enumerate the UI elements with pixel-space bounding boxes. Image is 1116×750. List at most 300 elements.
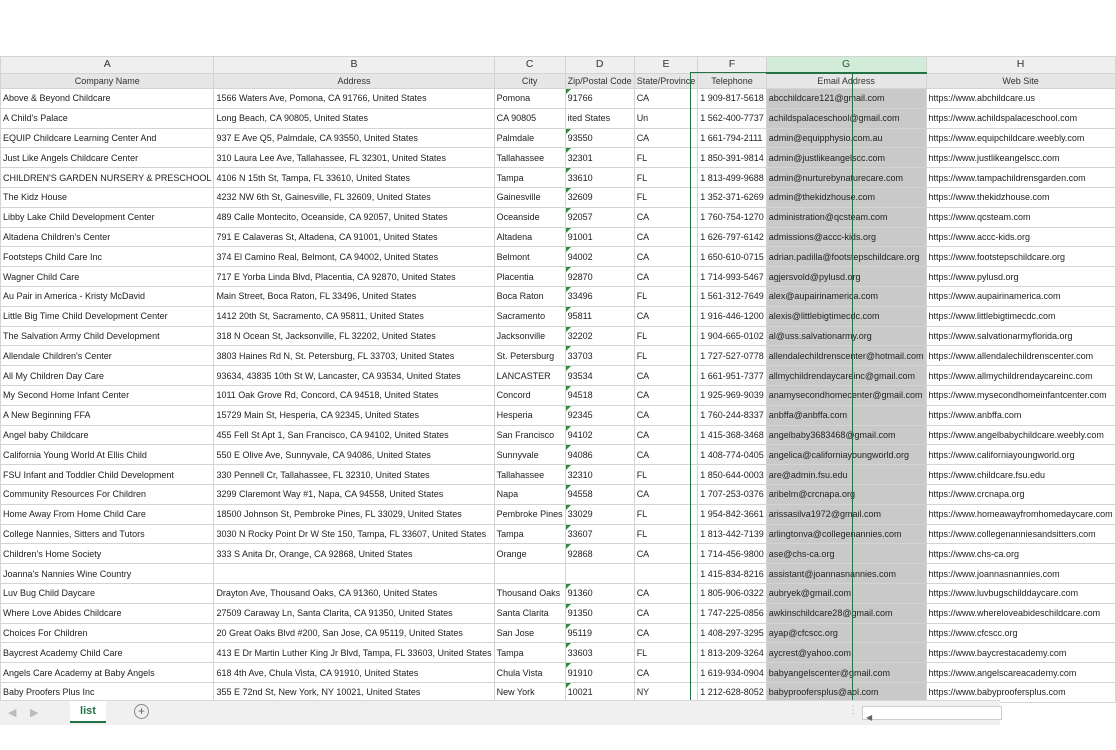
cell-website[interactable]: https://www.pylusd.org	[926, 267, 1115, 287]
cell-city[interactable]: Thousand Oaks	[494, 583, 565, 603]
cell-company-name[interactable]: Baby Proofers Plus Inc	[1, 682, 214, 702]
cell-city[interactable]: Gainesville	[494, 187, 565, 207]
header-cell-address[interactable]: Address	[214, 73, 494, 89]
cell-state[interactable]: CA	[634, 247, 698, 267]
cell-address[interactable]: 1011 Oak Grove Rd, Concord, CA 94518, United States	[214, 385, 494, 405]
cell-city[interactable]: Boca Raton	[494, 286, 565, 306]
cell-address[interactable]: 3030 N Rocky Point Dr W Ste 150, Tampa, FL 33607, United States	[214, 524, 494, 544]
cell-company-name[interactable]: College Nannies, Sitters and Tutors	[1, 524, 214, 544]
cell-zip[interactable]: 33610	[565, 168, 634, 188]
table-row	[0, 207, 1115, 227]
cell-telephone[interactable]: 1 650-610-0715	[698, 247, 767, 267]
column-header-e[interactable]: E	[634, 57, 698, 74]
cell-state[interactable]: FL	[634, 286, 698, 306]
cell-address[interactable]: 455 Fell St Apt 1, San Francisco, CA 94102, United States	[214, 425, 494, 445]
cell-state[interactable]: CA	[634, 385, 698, 405]
cell-address[interactable]: 1566 Waters Ave, Pomona, CA 91766, United States	[214, 89, 494, 109]
cell-state[interactable]: CA	[634, 128, 698, 148]
cell-city[interactable]: Altadena	[494, 227, 565, 247]
header-cell-telephone[interactable]: Telephone	[698, 73, 767, 89]
cell-state[interactable]: CA	[634, 603, 698, 623]
cell-state[interactable]: CA	[634, 366, 698, 386]
table-row	[0, 128, 1115, 148]
header-cell-zip[interactable]: Zip/Postal Code	[565, 73, 634, 89]
cell-company-name[interactable]: Where Love Abides Childcare	[1, 603, 214, 623]
cell-state[interactable]: CA	[634, 484, 698, 504]
scroll-left-icon[interactable]: ◀	[866, 713, 873, 722]
cell-zip[interactable]: 91910	[565, 663, 634, 683]
table-row	[0, 663, 1115, 683]
cell-company-name[interactable]: The Kidz House	[1, 187, 214, 207]
table-row	[0, 425, 1115, 445]
cell-city[interactable]	[494, 564, 565, 584]
cell-telephone[interactable]: 1 661-951-7377	[698, 366, 767, 386]
table-row	[0, 168, 1115, 188]
cell-telephone[interactable]: 1 813-442-7139	[698, 524, 767, 544]
cell-state[interactable]: CA	[634, 207, 698, 227]
cell-email[interactable]: abcchildcare121@gmail.com	[766, 89, 926, 109]
cell-city[interactable]: Tallahassee	[494, 465, 565, 485]
column-header-a[interactable]: A	[1, 57, 214, 74]
cell-email[interactable]: ayap@cfcscc.org	[766, 623, 926, 643]
cell-zip[interactable]: 94518	[565, 385, 634, 405]
cell-company-name[interactable]: A New Beginning FFA	[1, 405, 214, 425]
cell-company-name[interactable]: Home Away From Home Child Care	[1, 504, 214, 524]
cell-website[interactable]: https://www.joannasnannies.com	[926, 564, 1115, 584]
cell-zip[interactable]: 91001	[565, 227, 634, 247]
cell-city[interactable]: Pembroke Pines	[494, 504, 565, 524]
cell-website[interactable]: https://www.chs-ca.org	[926, 544, 1115, 564]
cell-website[interactable]: https://www.angelbabychildcare.weebly.com	[926, 425, 1115, 445]
cell-email[interactable]: arissasilva1972@gmail.com	[766, 504, 926, 524]
cell-website[interactable]: https://www.anbffa.com	[926, 405, 1115, 425]
table-row	[0, 148, 1115, 168]
cell-city[interactable]: Napa	[494, 484, 565, 504]
cell-website[interactable]: https://www.childcare.fsu.edu	[926, 465, 1115, 485]
cell-address[interactable]: 550 E Olive Ave, Sunnyvale, CA 94086, United States	[214, 445, 494, 465]
table-row	[0, 603, 1115, 623]
cell-city[interactable]: LANCASTER	[494, 366, 565, 386]
cell-address[interactable]	[214, 564, 494, 584]
cell-website[interactable]: https://www.babyproofersplus.com	[926, 682, 1115, 702]
cell-telephone[interactable]: 1 212-628-8052	[698, 682, 767, 702]
cell-website[interactable]: https://www.justlikeangelscc.com	[926, 148, 1115, 168]
cell-telephone[interactable]: 1 727-527-0778	[698, 346, 767, 366]
cell-city[interactable]: Palmdale	[494, 128, 565, 148]
cell-website[interactable]: https://www.aupairinamerica.com	[926, 286, 1115, 306]
cell-state[interactable]: Un	[634, 108, 698, 128]
cell-address[interactable]: 318 N Ocean St, Jacksonville, FL 32202, United States	[214, 326, 494, 346]
cell-city[interactable]: Sunnyvale	[494, 445, 565, 465]
header-cell-state[interactable]: State/Province	[634, 73, 698, 89]
table-row	[0, 504, 1115, 524]
cell-company-name[interactable]: Choices For Children	[1, 623, 214, 643]
cell-company-name[interactable]: California Young World At Ellis Child	[1, 445, 214, 465]
cell-website[interactable]: https://www.littlebigtimecdc.com	[926, 306, 1115, 326]
cell-email[interactable]: aribelm@crcnapa.org	[766, 484, 926, 504]
table-row	[0, 385, 1115, 405]
cell-address[interactable]: 413 E Dr Martin Luther King Jr Blvd, Tampa, FL 33603, United States	[214, 643, 494, 663]
cell-zip[interactable]: 33496	[565, 286, 634, 306]
cell-address[interactable]: 618 4th Ave, Chula Vista, CA 91910, United States	[214, 663, 494, 683]
cell-state[interactable]: CA	[634, 445, 698, 465]
cell-address[interactable]: 4232 NW 6th St, Gainesville, FL 32609, United States	[214, 187, 494, 207]
field-header-row	[0, 73, 1115, 89]
cell-company-name[interactable]: Angels Care Academy at Baby Angels	[1, 663, 214, 683]
cell-state[interactable]: CA	[634, 663, 698, 683]
cell-company-name[interactable]: EQUIP Childcare Learning Center And	[1, 128, 214, 148]
cell-email[interactable]: babyproofersplus@aol.com	[766, 682, 926, 702]
cell-telephone[interactable]: 1 352-371-6269	[698, 187, 767, 207]
cell-company-name[interactable]: My Second Home Infant Center	[1, 385, 214, 405]
cell-city[interactable]: Belmont	[494, 247, 565, 267]
cell-telephone[interactable]: 1 813-499-9688	[698, 168, 767, 188]
cell-email[interactable]: aycrest@yahoo.com	[766, 643, 926, 663]
cell-website[interactable]: https://www.homeawayfromhomedaycare.com	[926, 504, 1115, 524]
table-row	[0, 484, 1115, 504]
cell-telephone[interactable]: 1 760-244-8337	[698, 405, 767, 425]
cell-zip[interactable]: 93534	[565, 366, 634, 386]
cell-address[interactable]: 374 El Camino Real, Belmont, CA 94002, United States	[214, 247, 494, 267]
cell-website[interactable]: https://www.cfcscc.org	[926, 623, 1115, 643]
cell-zip[interactable]: 92868	[565, 544, 634, 564]
cell-company-name[interactable]: Children's Home Society	[1, 544, 214, 564]
cell-email[interactable]: awkinschildcare28@gmail.com	[766, 603, 926, 623]
scroll-tabs-right-icon[interactable]: ▶	[30, 707, 39, 719]
cell-address[interactable]: Main Street, Boca Raton, FL 33496, United States	[214, 286, 494, 306]
cell-address[interactable]: 3299 Claremont Way #1, Napa, CA 94558, United States	[214, 484, 494, 504]
column-header-h[interactable]: H	[926, 57, 1115, 74]
table-row	[0, 643, 1115, 663]
cell-website[interactable]: https://www.equipchildcare.weebly.com	[926, 128, 1115, 148]
cell-website[interactable]: https://www.angelscareacademy.com	[926, 663, 1115, 683]
cell-email[interactable]: admin@equipphysio.com.au	[766, 128, 926, 148]
table-row	[0, 524, 1115, 544]
cell-address[interactable]: 310 Laura Lee Ave, Tallahassee, FL 32301, United States	[214, 148, 494, 168]
cell-zip[interactable]: 10021	[565, 682, 634, 702]
cell-zip[interactable]: 91350	[565, 603, 634, 623]
cell-city[interactable]: Tampa	[494, 524, 565, 544]
header-cell-email[interactable]: Email Address	[766, 73, 926, 89]
cell-website[interactable]: https://www.allmychildrendaycareinc.com	[926, 366, 1115, 386]
cell-telephone[interactable]: 1 813-209-3264	[698, 643, 767, 663]
cell-state[interactable]: FL	[634, 346, 698, 366]
cell-email[interactable]: alex@aupairinamerica.com	[766, 286, 926, 306]
cell-address[interactable]: 15729 Main St, Hesperia, CA 92345, United States	[214, 405, 494, 425]
cell-company-name[interactable]: CHILDREN'S GARDEN NURSERY & PRESCHOOL	[1, 168, 214, 188]
cell-state[interactable]: NY	[634, 682, 698, 702]
cell-company-name[interactable]: All My Children Day Care	[1, 366, 214, 386]
cell-company-name[interactable]: Altadena Children's Center	[1, 227, 214, 247]
cell-email[interactable]: adrian.padilla@footstepschildcare.org	[766, 247, 926, 267]
cell-email[interactable]: administration@qcsteam.com	[766, 207, 926, 227]
cell-city[interactable]: Placentia	[494, 267, 565, 287]
cell-city[interactable]: Jacksonville	[494, 326, 565, 346]
cell-state[interactable]: FL	[634, 148, 698, 168]
header-cell-city[interactable]: City	[494, 73, 565, 89]
cell-telephone[interactable]: 1 415-368-3468	[698, 425, 767, 445]
cell-company-name[interactable]: The Salvation Army Child Development	[1, 326, 214, 346]
horizontal-scrollbar[interactable]	[862, 706, 1002, 720]
column-header-d[interactable]: D	[565, 57, 634, 74]
cell-city[interactable]: Pomona	[494, 89, 565, 109]
cell-email[interactable]: alexis@littlebigtimecdc.com	[766, 306, 926, 326]
cell-telephone[interactable]: 1 714-993-5467	[698, 267, 767, 287]
cell-zip[interactable]: 32301	[565, 148, 634, 168]
cell-address[interactable]: 330 Pennell Cr, Tallahassee, FL 32310, United States	[214, 465, 494, 485]
cell-zip[interactable]: 33603	[565, 643, 634, 663]
cell-state[interactable]	[634, 564, 698, 584]
cell-zip[interactable]: 33607	[565, 524, 634, 544]
column-header-b[interactable]: B	[214, 57, 494, 74]
cell-telephone[interactable]: 1 562-400-7737	[698, 108, 767, 128]
cell-company-name[interactable]: Baycrest Academy Child Care	[1, 643, 214, 663]
cell-telephone[interactable]: 1 714-456-9800	[698, 544, 767, 564]
cell-website[interactable]: https://www.mysecondhomeinfantcenter.com	[926, 385, 1115, 405]
cell-city[interactable]: Concord	[494, 385, 565, 405]
cell-address[interactable]: 93634, 43835 10th St W, Lancaster, CA 93534, United States	[214, 366, 494, 386]
cell-city[interactable]: San Francisco	[494, 425, 565, 445]
cell-zip[interactable]: 94086	[565, 445, 634, 465]
header-cell-company-name[interactable]: Company Name	[1, 73, 214, 89]
cell-telephone[interactable]: 1 415-834-8216	[698, 564, 767, 584]
cell-telephone[interactable]: 1 916-446-1200	[698, 306, 767, 326]
cell-zip[interactable]	[565, 564, 634, 584]
cell-company-name[interactable]: A Child's Palace	[1, 108, 214, 128]
cell-city[interactable]: Orange	[494, 544, 565, 564]
cell-address[interactable]: 3803 Haines Rd N, St. Petersburg, FL 33703, United States	[214, 346, 494, 366]
scroll-tabs-left-icon[interactable]: ◀	[8, 707, 17, 719]
cell-zip[interactable]: 94002	[565, 247, 634, 267]
cell-website[interactable]: https://www.qcsteam.com	[926, 207, 1115, 227]
cell-company-name[interactable]: Joanna's Nannies Wine Country	[1, 564, 214, 584]
cell-telephone[interactable]: 1 561-312-7649	[698, 286, 767, 306]
cell-zip[interactable]: 91360	[565, 583, 634, 603]
cell-city[interactable]: Santa Clarita	[494, 603, 565, 623]
cell-email[interactable]: achildspalaceschool@gmail.com	[766, 108, 926, 128]
cell-address[interactable]: 18500 Johnson St, Pembroke Pines, FL 33029, United States	[214, 504, 494, 524]
cell-telephone[interactable]: 1 850-391-9814	[698, 148, 767, 168]
cell-address[interactable]: 717 E Yorba Linda Blvd, Placentia, CA 92870, United States	[214, 267, 494, 287]
cell-email[interactable]: assistant@joannasnannies.com	[766, 564, 926, 584]
cell-state[interactable]: CA	[634, 623, 698, 643]
cell-state[interactable]: CA	[634, 425, 698, 445]
cell-telephone[interactable]: 1 408-774-0405	[698, 445, 767, 465]
cell-city[interactable]: Sacramento	[494, 306, 565, 326]
cell-city[interactable]: St. Petersburg	[494, 346, 565, 366]
column-header-f[interactable]: F	[698, 57, 767, 74]
cell-zip[interactable]: 32202	[565, 326, 634, 346]
cell-city[interactable]: Oceanside	[494, 207, 565, 227]
cell-website[interactable]: https://www.whereloveabideschildcare.com	[926, 603, 1115, 623]
cell-website[interactable]: https://www.footstepschildcare.org	[926, 247, 1115, 267]
cell-address[interactable]: 937 E Ave Q5, Palmdale, CA 93550, United States	[214, 128, 494, 148]
cell-telephone[interactable]: 1 747-225-0856	[698, 603, 767, 623]
cell-telephone[interactable]: 1 619-934-0904	[698, 663, 767, 683]
cell-city[interactable]: Tampa	[494, 168, 565, 188]
cell-company-name[interactable]: Just Like Angels Childcare Center	[1, 148, 214, 168]
cell-city[interactable]: Hesperia	[494, 405, 565, 425]
cell-website[interactable]: https://www.accc-kids.org	[926, 227, 1115, 247]
cell-website[interactable]: https://www.baycrestacademy.com	[926, 643, 1115, 663]
cell-state[interactable]: CA	[634, 544, 698, 564]
cell-zip[interactable]: 95119	[565, 623, 634, 643]
cell-telephone[interactable]: 1 408-297-3295	[698, 623, 767, 643]
cell-company-name[interactable]: FSU Infant and Toddler Child Development	[1, 465, 214, 485]
cell-website[interactable]: https://www.crcnapa.org	[926, 484, 1115, 504]
cell-email[interactable]: al@uss.salvationarmy.org	[766, 326, 926, 346]
sheet-tab-list[interactable]: list	[70, 701, 106, 723]
table-row	[0, 445, 1115, 465]
cell-email[interactable]: admin@justlikeangelscc.com	[766, 148, 926, 168]
cell-email[interactable]: agjersvold@pylusd.org	[766, 267, 926, 287]
table-row	[0, 247, 1115, 267]
cell-state[interactable]: FL	[634, 643, 698, 663]
cell-website[interactable]: https://www.thekidzhouse.com	[926, 187, 1115, 207]
cell-address[interactable]: 791 E Calaveras St, Altadena, CA 91001, United States	[214, 227, 494, 247]
table-row	[0, 564, 1115, 584]
cell-company-name[interactable]: Wagner Child Care	[1, 267, 214, 287]
cell-company-name[interactable]: Little Big Time Child Development Center	[1, 306, 214, 326]
cell-email[interactable]: aubryek@gmail.com	[766, 583, 926, 603]
cell-address[interactable]: 489 Calle Montecito, Oceanside, CA 92057, United States	[214, 207, 494, 227]
cell-website[interactable]: https://www.tampachildrensgarden.com	[926, 168, 1115, 188]
sheet-tab-bar	[0, 700, 1000, 725]
cell-company-name[interactable]: Allendale Children's Center	[1, 346, 214, 366]
cell-email[interactable]: angelica@californiayoungworld.org	[766, 445, 926, 465]
cell-zip[interactable]: 94102	[565, 425, 634, 445]
cell-state[interactable]: FL	[634, 524, 698, 544]
cell-email[interactable]: arlingtonva@collegenannies.com	[766, 524, 926, 544]
cell-state[interactable]: CA	[634, 267, 698, 287]
cell-telephone[interactable]: 1 909-817-5618	[698, 89, 767, 109]
cell-zip[interactable]: 92870	[565, 267, 634, 287]
cell-website[interactable]: https://www.achildspalaceschool.com	[926, 108, 1115, 128]
table-row	[0, 465, 1115, 485]
cell-state[interactable]: FL	[634, 504, 698, 524]
cell-zip[interactable]: 95811	[565, 306, 634, 326]
cell-city[interactable]: Tampa	[494, 643, 565, 663]
cell-state[interactable]: CA	[634, 306, 698, 326]
cell-telephone[interactable]: 1 925-969-9039	[698, 385, 767, 405]
cell-email[interactable]: allmychildrendaycareinc@gmail.com	[766, 366, 926, 386]
cell-telephone[interactable]: 1 805-906-0322	[698, 583, 767, 603]
cell-telephone[interactable]: 1 661-794-2111	[698, 128, 767, 148]
cell-address[interactable]: 27509 Caraway Ln, Santa Clarita, CA 91350, United States	[214, 603, 494, 623]
cell-zip[interactable]: 33029	[565, 504, 634, 524]
cell-telephone[interactable]: 1 760-754-1270	[698, 207, 767, 227]
cell-company-name[interactable]: Footsteps Child Care Inc	[1, 247, 214, 267]
table-row	[0, 366, 1115, 386]
cell-email[interactable]: admin@nurturebynaturecare.com	[766, 168, 926, 188]
cell-address[interactable]: Long Beach, CA 90805, United States	[214, 108, 494, 128]
cell-zip[interactable]: 91766	[565, 89, 634, 109]
cell-zip[interactable]: 33703	[565, 346, 634, 366]
cell-company-name[interactable]: Au Pair in America - Kristy McDavid	[1, 286, 214, 306]
cell-email[interactable]: ase@chs-ca.org	[766, 544, 926, 564]
plus-circle-icon[interactable]: +	[134, 704, 149, 719]
cell-email[interactable]: admin@thekidzhouse.com	[766, 187, 926, 207]
cell-zip[interactable]: 32609	[565, 187, 634, 207]
header-cell-website[interactable]: Web Site	[926, 73, 1115, 89]
cell-email[interactable]: are@admin.fsu.edu	[766, 465, 926, 485]
cell-company-name[interactable]: Angel baby Childcare	[1, 425, 214, 445]
cell-website[interactable]: https://www.californiayoungworld.org	[926, 445, 1115, 465]
cell-company-name[interactable]: Luv Bug Child Daycare	[1, 583, 214, 603]
cell-website[interactable]: https://www.salvationarmyflorida.org	[926, 326, 1115, 346]
cell-telephone[interactable]: 1 954-842-3661	[698, 504, 767, 524]
cell-city[interactable]: San Jose	[494, 623, 565, 643]
cell-email[interactable]: anbffa@anbffa.com	[766, 405, 926, 425]
cell-state[interactable]: CA	[634, 405, 698, 425]
cell-telephone[interactable]: 1 850-644-0003	[698, 465, 767, 485]
column-header-c[interactable]: C	[494, 57, 565, 74]
cell-address[interactable]: 1412 20th St, Sacramento, CA 95811, United States	[214, 306, 494, 326]
cell-address[interactable]: Drayton Ave, Thousand Oaks, CA 91360, United States	[214, 583, 494, 603]
table-row	[0, 227, 1115, 247]
cell-city[interactable]: CA 90805	[494, 108, 565, 128]
cell-email[interactable]: allendalechildrenscenter@hotmail.com	[766, 346, 926, 366]
cell-state[interactable]: FL	[634, 326, 698, 346]
cell-email[interactable]: admissions@accc-kids.org	[766, 227, 926, 247]
cell-telephone[interactable]: 1 626-797-6142	[698, 227, 767, 247]
cell-email[interactable]: angelbaby3683468@gmail.com	[766, 425, 926, 445]
cell-city[interactable]: New York	[494, 682, 565, 702]
cell-state[interactable]: FL	[634, 187, 698, 207]
table-row	[0, 286, 1115, 306]
table-row	[0, 108, 1115, 128]
column-header-g[interactable]: G	[766, 57, 926, 74]
cell-state[interactable]: FL	[634, 465, 698, 485]
table-row	[0, 346, 1115, 366]
table-row	[0, 187, 1115, 207]
cell-company-name[interactable]: Community Resources For Children	[1, 484, 214, 504]
spreadsheet-grid[interactable]	[0, 56, 1113, 700]
cell-zip[interactable]: 92345	[565, 405, 634, 425]
cell-address[interactable]: 20 Great Oaks Blvd #200, San Jose, CA 95119, United States	[214, 623, 494, 643]
table-row	[0, 623, 1115, 643]
cell-telephone[interactable]: 1 904-665-0102	[698, 326, 767, 346]
split-handle-icon[interactable]: ⋮	[848, 705, 858, 716]
cell-website[interactable]: https://www.luvbugschilddaycare.com	[926, 583, 1115, 603]
cell-zip[interactable]: 93550	[565, 128, 634, 148]
cell-state[interactable]: CA	[634, 89, 698, 109]
cell-state[interactable]: CA	[634, 583, 698, 603]
cell-zip[interactable]: ited States	[565, 108, 634, 128]
cell-website[interactable]: https://www.allendalechildrenscenter.com	[926, 346, 1115, 366]
cell-company-name[interactable]: Above & Beyond Childcare	[1, 89, 214, 109]
cell-city[interactable]: Tallahassee	[494, 148, 565, 168]
cell-website[interactable]: https://www.abchildcare.us	[926, 89, 1115, 109]
cell-city[interactable]: Chula Vista	[494, 663, 565, 683]
cell-zip[interactable]: 94558	[565, 484, 634, 504]
cell-email[interactable]: babyangelscenter@gmail.com	[766, 663, 926, 683]
cell-state[interactable]: FL	[634, 168, 698, 188]
table-row	[0, 267, 1115, 287]
cell-address[interactable]: 355 E 72nd St, New York, NY 10021, United States	[214, 682, 494, 702]
table-row	[0, 306, 1115, 326]
cell-email[interactable]: anamysecondhomecenter@gmail.com	[766, 385, 926, 405]
cell-state[interactable]: CA	[634, 227, 698, 247]
cell-address[interactable]: 333 S Anita Dr, Orange, CA 92868, United States	[214, 544, 494, 564]
cell-website[interactable]: https://www.collegenanniesandsitters.com	[926, 524, 1115, 544]
table-row	[0, 89, 1115, 109]
cell-telephone[interactable]: 1 707-253-0376	[698, 484, 767, 504]
cell-zip[interactable]: 92057	[565, 207, 634, 227]
cell-address[interactable]: 4106 N 15th St, Tampa, FL 33610, United States	[214, 168, 494, 188]
cell-company-name[interactable]: Libby Lake Child Development Center	[1, 207, 214, 227]
cell-zip[interactable]: 32310	[565, 465, 634, 485]
